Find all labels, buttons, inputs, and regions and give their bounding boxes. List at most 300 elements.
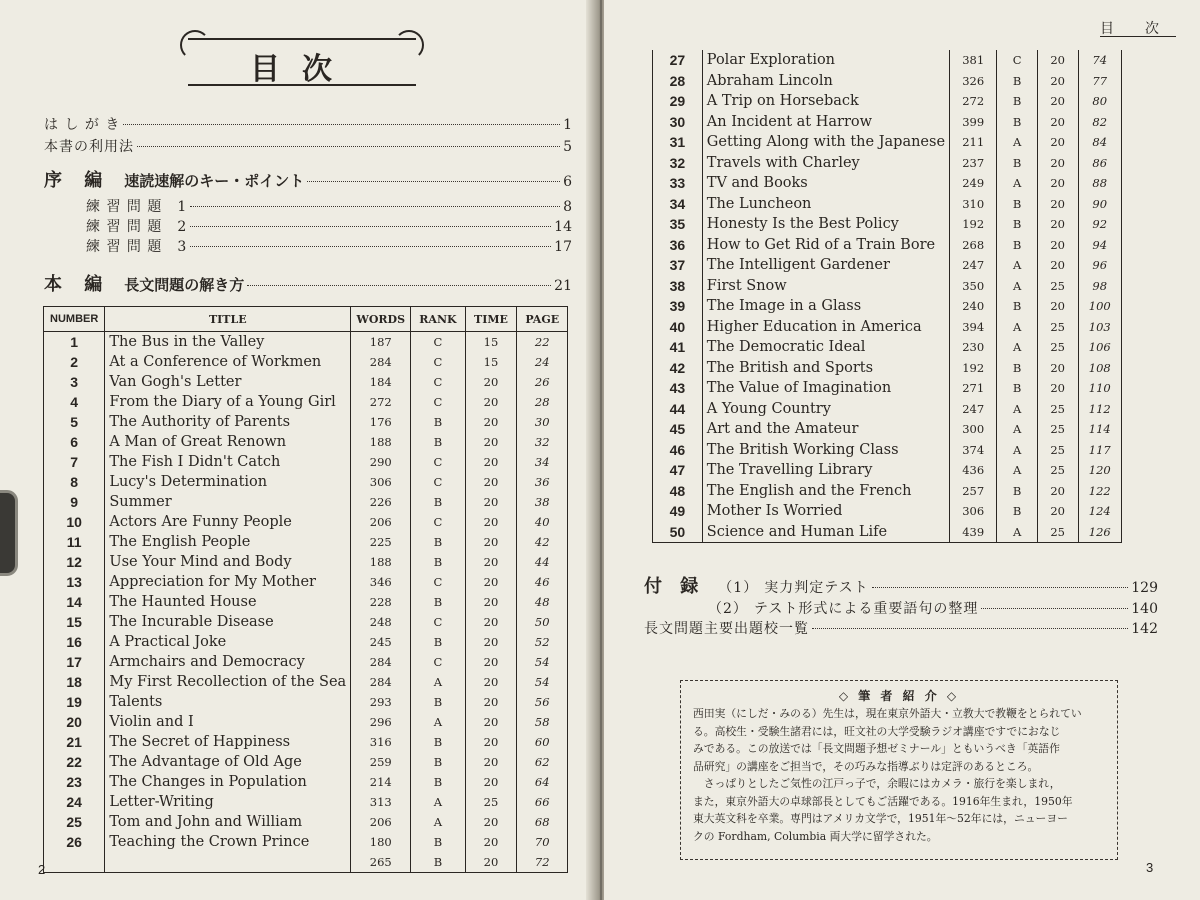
row-title: Polar Exploration [702, 50, 949, 71]
row-time: 20 [465, 772, 517, 792]
row-number: 12 [44, 552, 105, 572]
appendix-num: （2） [708, 601, 748, 617]
toc-line-exercise-1[interactable] [86, 196, 572, 216]
row-words: 272 [950, 91, 997, 112]
table-row[interactable] [653, 440, 1122, 461]
toc-label: 練 習 問 題 3 [86, 239, 188, 255]
toc-line-preface[interactable] [44, 114, 572, 134]
toc-page: 140 [1131, 601, 1158, 617]
row-time: 20 [465, 672, 517, 692]
row-page: 90 [1092, 196, 1108, 211]
row-number: 44 [653, 399, 703, 420]
table-row[interactable] [44, 412, 568, 432]
table-row[interactable] [44, 392, 568, 412]
row-rank: B [997, 112, 1038, 133]
row-number: 35 [653, 214, 703, 235]
row-title: The Fish I Didn't Catch [105, 452, 351, 472]
row-time: 25 [1037, 399, 1078, 420]
passage-table-left [43, 306, 568, 873]
row-page: 108 [1088, 360, 1111, 375]
row-title: Getting Along with the Japanese [702, 132, 949, 153]
toc-line-part1[interactable] [44, 166, 572, 192]
row-title: The Secret of Happiness [105, 732, 351, 752]
row-page: 72 [534, 855, 550, 869]
table-row[interactable] [653, 50, 1122, 71]
table-row[interactable] [44, 492, 568, 512]
table-row[interactable] [44, 832, 568, 852]
row-number: 40 [653, 317, 703, 338]
row-time: 20 [465, 852, 517, 873]
row-number: 15 [44, 612, 105, 632]
row-rank: C [411, 352, 465, 372]
row-page: 64 [534, 775, 550, 789]
row-time: 20 [1037, 501, 1078, 522]
row-words: 226 [351, 492, 411, 512]
row-title: Talents [105, 692, 351, 712]
row-number: 1 [44, 332, 105, 353]
toc-label: 本書の利用法 [44, 139, 134, 155]
part-label: 本 編 [44, 274, 111, 295]
row-number: 31 [653, 132, 703, 153]
row-title: A Practical Joke [105, 632, 351, 652]
row-number: 10 [44, 512, 105, 532]
table-row[interactable] [44, 752, 568, 772]
table-row[interactable] [653, 91, 1122, 112]
row-page: 66 [534, 795, 550, 809]
row-time: 20 [1037, 358, 1078, 379]
row-rank: C [411, 392, 465, 412]
row-words: 237 [950, 153, 997, 174]
row-title [105, 852, 351, 873]
row-rank: A [997, 419, 1038, 440]
row-words: 394 [950, 317, 997, 338]
row-number: 32 [653, 153, 703, 174]
leader-dots [123, 124, 560, 125]
toc-label: は し が き [44, 117, 121, 133]
row-time: 20 [1037, 91, 1078, 112]
row-page: 26 [534, 375, 550, 389]
row-title: From the Diary of a Young Girl [105, 392, 351, 412]
row-rank: B [997, 481, 1038, 502]
header-page: PAGE [517, 307, 568, 332]
row-time: 20 [465, 492, 517, 512]
row-rank: C [411, 472, 465, 492]
row-title: The Bus in the Valley [105, 332, 351, 353]
row-rank: B [411, 772, 465, 792]
row-words: 399 [950, 112, 997, 133]
header-rank: RANK [411, 307, 465, 332]
row-words: 306 [950, 501, 997, 522]
row-rank: B [411, 592, 465, 612]
table-row[interactable] [653, 522, 1122, 543]
table-row[interactable] [44, 572, 568, 592]
row-number: 39 [653, 296, 703, 317]
row-time: 20 [465, 432, 517, 452]
table-row[interactable] [653, 235, 1122, 256]
toc-page: 1 [563, 117, 572, 133]
row-words: 188 [351, 432, 411, 452]
row-page: 62 [534, 755, 550, 769]
row-words: 268 [950, 235, 997, 256]
table-row[interactable] [653, 460, 1122, 481]
table-row[interactable] [44, 712, 568, 732]
row-time: 20 [1037, 235, 1078, 256]
row-rank: C [411, 452, 465, 472]
row-rank: C [411, 652, 465, 672]
table-row[interactable] [44, 512, 568, 532]
table-row[interactable] [44, 852, 568, 873]
row-rank: B [411, 532, 465, 552]
row-number: 27 [653, 50, 703, 71]
row-time: 20 [465, 412, 517, 432]
row-words: 188 [351, 552, 411, 572]
row-page: 96 [1092, 258, 1108, 273]
row-rank: C [411, 372, 465, 392]
author-line: また，東京外語大の卓球部長としてもご活躍である。1916年生まれ，1950年 [693, 794, 1073, 808]
row-words: 184 [351, 372, 411, 392]
row-title: Travels with Charley [702, 153, 949, 174]
row-title: Lucy's Determination [105, 472, 351, 492]
table-row[interactable] [653, 378, 1122, 399]
row-time: 20 [465, 392, 517, 412]
row-time: 20 [465, 592, 517, 612]
row-title: A Man of Great Renown [105, 432, 351, 452]
row-title: Summer [105, 492, 351, 512]
row-rank: A [411, 792, 465, 812]
author-heading: ◇ 筆 者 紹 介 ◇ [838, 689, 960, 703]
toc-line-part2[interactable] [44, 270, 572, 296]
table-row[interactable] [653, 71, 1122, 92]
row-page: 34 [534, 455, 550, 469]
table-row[interactable] [653, 358, 1122, 379]
table-row[interactable] [653, 399, 1122, 420]
toc-page: 129 [1131, 580, 1158, 596]
row-time: 20 [1037, 481, 1078, 502]
row-rank: B [997, 214, 1038, 235]
row-number: 38 [653, 276, 703, 297]
toc-line-exercise-2[interactable] [86, 216, 572, 236]
page-number-right: 3 [1146, 860, 1154, 875]
table-row[interactable] [44, 352, 568, 372]
row-words: 176 [351, 412, 411, 432]
row-time: 15 [465, 332, 517, 353]
table-row[interactable] [653, 481, 1122, 502]
row-rank: C [411, 512, 465, 532]
row-time: 20 [1037, 71, 1078, 92]
table-row[interactable] [653, 337, 1122, 358]
table-row[interactable] [653, 419, 1122, 440]
row-rank: B [411, 732, 465, 752]
row-page: 103 [1088, 319, 1111, 334]
row-words: 247 [950, 255, 997, 276]
row-time: 25 [1037, 419, 1078, 440]
row-rank: B [997, 501, 1038, 522]
row-number: 2 [44, 352, 105, 372]
header-time: TIME [465, 307, 517, 332]
row-title: Letter-Writing [105, 792, 351, 812]
row-words: 248 [351, 612, 411, 632]
table-row[interactable] [44, 612, 568, 632]
row-words: 326 [950, 71, 997, 92]
row-rank: B [997, 378, 1038, 399]
row-time: 20 [465, 612, 517, 632]
row-words: 290 [351, 452, 411, 472]
row-words: 240 [950, 296, 997, 317]
row-words: 306 [351, 472, 411, 492]
row-title: Appreciation for My Mother [105, 572, 351, 592]
row-page: 106 [1088, 340, 1111, 355]
row-words: 257 [950, 481, 997, 502]
row-title: At a Conference of Workmen [105, 352, 351, 372]
row-number: 23 [44, 772, 105, 792]
table-row[interactable] [44, 732, 568, 752]
leader-dots [190, 206, 560, 207]
table-row[interactable] [44, 812, 568, 832]
row-page: 24 [534, 355, 550, 369]
row-rank: C [997, 50, 1038, 71]
row-time: 20 [465, 552, 517, 572]
row-time: 25 [1037, 337, 1078, 358]
row-title: Violin and I [105, 712, 351, 732]
table-row[interactable] [653, 276, 1122, 297]
row-page: 28 [534, 395, 550, 409]
row-words: 350 [950, 276, 997, 297]
appendix-label: 付 録 [644, 576, 705, 597]
row-words: 271 [950, 378, 997, 399]
table-row[interactable] [44, 772, 568, 792]
table-row[interactable] [44, 472, 568, 492]
row-number: 17 [44, 652, 105, 672]
toc-page: 142 [1131, 621, 1158, 637]
toc-line-exercise-3[interactable] [86, 236, 572, 256]
table-row[interactable] [653, 501, 1122, 522]
row-number: 28 [653, 71, 703, 92]
leader-dots [307, 181, 560, 182]
row-number: 5 [44, 412, 105, 432]
row-number: 3 [44, 372, 105, 392]
row-time: 25 [1037, 317, 1078, 338]
table-row[interactable] [44, 332, 568, 353]
table-row[interactable] [653, 132, 1122, 153]
row-number: 41 [653, 337, 703, 358]
row-words: 265 [351, 852, 411, 873]
row-page: 44 [534, 555, 550, 569]
leader-dots [981, 608, 1128, 609]
row-time: 20 [465, 752, 517, 772]
row-title: How to Get Rid of a Train Bore [702, 235, 949, 256]
table-row[interactable] [653, 255, 1122, 276]
row-time: 20 [465, 572, 517, 592]
table-body-right [653, 50, 1122, 542]
toc-label: 練 習 問 題 2 [86, 219, 188, 235]
table-row[interactable] [44, 452, 568, 472]
table-row[interactable] [653, 214, 1122, 235]
author-line: 西田実（にしだ・みのる）先生は，現在東京外語大・立教大で教鞭をとられてい [693, 707, 1082, 720]
row-rank: B [411, 412, 465, 432]
toc-page: 17 [554, 239, 572, 255]
row-time: 20 [465, 712, 517, 732]
row-time: 20 [465, 532, 517, 552]
row-number: 16 [44, 632, 105, 652]
row-words: 293 [351, 692, 411, 712]
row-rank: A [411, 712, 465, 732]
row-page: 58 [534, 715, 550, 729]
row-rank: B [411, 492, 465, 512]
page-number-left: 2 [38, 862, 46, 877]
author-intro-box [680, 680, 1118, 860]
appendix-title: テスト形式による重要語句の整理 [753, 601, 979, 617]
row-rank: B [997, 358, 1038, 379]
row-page: 98 [1092, 278, 1108, 293]
row-title: TV and Books [702, 173, 949, 194]
table-row[interactable] [44, 372, 568, 392]
row-rank: B [411, 632, 465, 652]
row-rank: B [411, 432, 465, 452]
toc-line-usage[interactable] [44, 136, 572, 156]
table-row[interactable] [44, 592, 568, 612]
table-row[interactable] [44, 792, 568, 812]
row-number: 25 [44, 812, 105, 832]
row-page: 36 [534, 475, 550, 489]
part-title: 長文問題の解き方 [124, 276, 245, 294]
row-number: 6 [44, 432, 105, 452]
row-number: 14 [44, 592, 105, 612]
binding-clip [0, 490, 18, 576]
row-page: 114 [1088, 422, 1111, 437]
left-page [0, 0, 598, 900]
row-number: 21 [44, 732, 105, 752]
row-words: 300 [950, 419, 997, 440]
table-row[interactable] [653, 296, 1122, 317]
table-row[interactable] [44, 432, 568, 452]
row-title: First Snow [702, 276, 949, 297]
row-words: 192 [950, 358, 997, 379]
part-title: 速読速解のキー・ポイント [124, 172, 305, 190]
row-page: 22 [534, 335, 550, 349]
part-label: 序 編 [44, 170, 111, 191]
row-title: The Luncheon [702, 194, 949, 215]
row-rank: A [997, 440, 1038, 461]
table-row[interactable] [44, 532, 568, 552]
table-row[interactable] [653, 112, 1122, 133]
row-time: 20 [1037, 214, 1078, 235]
row-words: 225 [351, 532, 411, 552]
row-page: 77 [1092, 73, 1108, 88]
row-page: 88 [1092, 176, 1108, 191]
row-rank: B [997, 91, 1038, 112]
row-title: A Trip on Horseback [702, 91, 949, 112]
row-page: 92 [1092, 217, 1108, 232]
row-rank: A [997, 173, 1038, 194]
row-words: 316 [351, 732, 411, 752]
header-title: TITLE [105, 307, 351, 332]
author-line: クの Fordham, Columbia 両大学に留学された。 [693, 829, 938, 843]
row-rank: B [997, 296, 1038, 317]
toc-line-appendix-2[interactable] [708, 598, 1158, 618]
row-number: 45 [653, 419, 703, 440]
row-words: 381 [950, 50, 997, 71]
row-time: 20 [1037, 112, 1078, 133]
row-number: 4 [44, 392, 105, 412]
row-rank: A [997, 522, 1038, 543]
row-page: 42 [534, 535, 550, 549]
row-words: 284 [351, 652, 411, 672]
row-title: Abraham Lincoln [702, 71, 949, 92]
toc-page: 6 [563, 174, 572, 190]
row-title: My First Recollection of the Sea [105, 672, 351, 692]
row-title: A Young Country [702, 399, 949, 420]
row-time: 20 [465, 692, 517, 712]
header-words: WORDS [351, 307, 411, 332]
row-time: 20 [1037, 255, 1078, 276]
row-rank: A [997, 276, 1038, 297]
row-title: Actors Are Funny People [105, 512, 351, 532]
row-time: 20 [465, 472, 517, 492]
row-number: 50 [653, 522, 703, 543]
row-time: 20 [465, 372, 517, 392]
row-page: 110 [1088, 381, 1111, 396]
row-words: 374 [950, 440, 997, 461]
row-number: 19 [44, 692, 105, 712]
toc-page: 21 [554, 278, 572, 294]
row-title: Van Gogh's Letter [105, 372, 351, 392]
row-number: 37 [653, 255, 703, 276]
table-row[interactable] [44, 632, 568, 652]
table-row[interactable] [653, 317, 1122, 338]
table-row[interactable] [44, 552, 568, 572]
row-time: 25 [1037, 460, 1078, 481]
row-words: 313 [351, 792, 411, 812]
table-row[interactable] [653, 194, 1122, 215]
row-page: 84 [1092, 135, 1108, 150]
toc-line-appendix-3[interactable] [644, 618, 1158, 638]
toc-line-appendix-1[interactable] [644, 572, 1158, 598]
row-page: 56 [534, 695, 550, 709]
row-words: 346 [351, 572, 411, 592]
row-words: 296 [351, 712, 411, 732]
row-time: 20 [1037, 50, 1078, 71]
row-time: 20 [465, 812, 517, 832]
table-row[interactable] [44, 672, 568, 692]
row-page: 82 [1092, 114, 1108, 129]
table-row[interactable] [44, 692, 568, 712]
row-rank: A [997, 132, 1038, 153]
running-head: 目 次 [1100, 21, 1160, 37]
row-title: The Changes in Population [105, 772, 351, 792]
author-line: みである。この放送では「長文問題予想ゼミナール」ともいうべき「英語作 [693, 742, 1060, 755]
row-page: 40 [534, 515, 550, 529]
row-page: 122 [1088, 483, 1111, 498]
table-row[interactable] [653, 173, 1122, 194]
row-words: 187 [351, 332, 411, 353]
row-page: 124 [1088, 504, 1111, 519]
row-page: 68 [534, 815, 550, 829]
row-title: Higher Education in America [702, 317, 949, 338]
row-rank: B [411, 552, 465, 572]
row-time: 20 [1037, 194, 1078, 215]
row-number: 36 [653, 235, 703, 256]
row-rank: A [411, 812, 465, 832]
table-row[interactable] [653, 153, 1122, 174]
row-page: 70 [534, 835, 550, 849]
table-row[interactable] [44, 652, 568, 672]
row-number: 26 [44, 832, 105, 852]
row-words: 284 [351, 672, 411, 692]
leader-dots [190, 246, 551, 247]
toc-label: 練 習 問 題 1 [86, 199, 188, 215]
row-page: 50 [534, 615, 550, 629]
row-page: 52 [534, 635, 550, 649]
